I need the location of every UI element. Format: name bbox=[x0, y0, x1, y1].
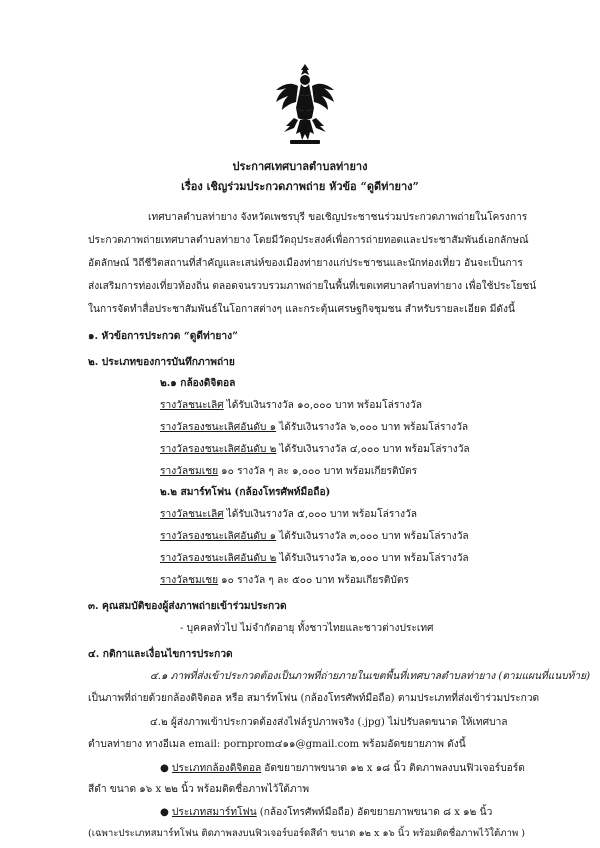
prize-detail: ได้รับเงินรางวัล ๖,๐๐๐ บาท พร้อมโล่รางวัล bbox=[279, 422, 469, 433]
rule-4-2-cont: ตำบลท่ายาง ทางอีเมล email: pornprom๔๑๑@gmail.com พร้อมอัดขยายภาพ ดังนี้ bbox=[88, 739, 466, 750]
prize-detail: ได้รับเงินรางวัล ๒,๐๐๐ บาท พร้อมโล่รางวัล bbox=[279, 553, 469, 564]
category-digital-title: ๒.๑ กล้องดิจิตอล bbox=[160, 377, 236, 389]
prize-label: รางวัลรองชนะเลิศอันดับ ๑ bbox=[160, 531, 277, 542]
prize-row bbox=[160, 465, 417, 478]
intro-line: เทศบาลตำบลท่ายาง จังหวัดเพชรบุรี ขอเชิญประชาชนร่วมประกวดภาพถ่ายในโครงการ bbox=[148, 212, 528, 223]
prize-label: รางวัลชนะเลิศ bbox=[160, 400, 224, 411]
intro-line: ประกวดภาพถ่ายเทศบาลตำบลท่ายาง โดยมีวัตถุประสงค์เพื่อการถ่ายทอดและประชาสัมพันธ์เอกลักษณ์ bbox=[88, 235, 529, 246]
bullet-digital-cont: สีดำ ขนาด ๑๖ x ๒๒ นิ้ว พร้อมติดชื่อภาพไว้ใต้ภาพ bbox=[88, 784, 310, 795]
prize-label: รางวัลชมเชย bbox=[160, 575, 219, 586]
announcement-org: ประกาศเทศบาลตำบลท่ายาง bbox=[232, 160, 368, 173]
prize-detail: ได้รับเงินรางวัล ๑๐,๐๐๐ บาท พร้อมโล่รางวัล bbox=[226, 400, 422, 411]
prize-row bbox=[160, 508, 417, 521]
bullet-label: ประเภทกล้องดิจิตอล bbox=[171, 763, 262, 774]
bullet-digital bbox=[160, 762, 525, 775]
prize-detail: ได้รับเงินรางวัล ๕,๐๐๐ บาท พร้อมโล่รางวัล bbox=[226, 509, 417, 520]
prize-detail: ๑๐ รางวัล ๆ ละ ๕๐๐ บาท พร้อมเกียรติบัตร bbox=[221, 575, 409, 586]
category-smartphone-title: ๒.๒ สมาร์ทโฟน (กล้องโทรศัพท์มือถือ) bbox=[160, 486, 331, 498]
intro-line: ในการจัดทำสื่อประชาสัมพันธ์ในโอกาสต่างๆ และกระตุ้นเศรษฐกิจชุมชน สำหรับรายละเอียด มีดังนี้ bbox=[88, 304, 515, 315]
prize-row bbox=[160, 443, 470, 456]
intro-line: ส่งเสริมการท่องเที่ยวท้องถิ่น ตลอดจนรวบรวมภาพถ่ายในพื้นที่เขตเทศบาลตำบลท่ายาง เพื่อใช้ประโยชน์ bbox=[88, 281, 537, 292]
section-2-heading: ๒. ประเภทของการบันทึกภาพถ่าย bbox=[88, 356, 235, 368]
bullet-detail: อัดขยายภาพขนาด ๑๒ x ๑๘ นิ้ว ติดภาพลงบนฟิวเจอร์บอร์ด bbox=[264, 763, 525, 774]
prize-detail: ได้รับเงินรางวัล ๓,๐๐๐ บาท พร้อมโล่รางวัล bbox=[279, 531, 469, 542]
prize-label: รางวัลรองชนะเลิศอันดับ ๑ bbox=[160, 422, 277, 433]
rule-4-2: ๔.๒ ผู้ส่งภาพเข้าประกวดต้องส่งไฟล์รูปภาพจริง (.jpg) ไม่ปรับลดขนาด ให้เทศบาล bbox=[150, 717, 508, 728]
section-1-heading: ๑. หัวข้อการประกวด “ดูดีท่ายาง” bbox=[88, 330, 238, 342]
bullet-detail: (กล้องโทรศัพท์มือถือ) อัดขยายภาพขนาด ๘ x ๑๒ นิ้ว bbox=[259, 807, 493, 818]
prize-row bbox=[160, 399, 422, 412]
prize-label: รางวัลรองชนะเลิศอันดับ ๒ bbox=[160, 444, 277, 455]
rule-4-1-cont: เป็นภาพที่ถ่ายด้วยกล้องดิจิตอล หรือ สมาร์ทโฟน (กล้องโทรศัพท์มือถือ) ตามประเภทที่ส่งเข้าร่วมประกวด bbox=[88, 693, 540, 704]
eligibility-item: - บุคคลทั่วไป ไม่จำกัดอายุ ทั้งชาวไทยและชาวต่างประเทศ bbox=[180, 623, 434, 634]
prize-row bbox=[160, 552, 469, 565]
intro-line: อัตลักษณ์ วิถีชีวิตสถานที่สำคัญและเสน่ห์ของเมืองท่ายางแก่ประชาชนและนักท่องเที่ยว อันจะเป็นการ bbox=[88, 258, 523, 269]
prize-label: รางวัลรองชนะเลิศอันดับ ๒ bbox=[160, 553, 277, 564]
prize-row bbox=[160, 574, 409, 587]
announcement-subject: เรื่อง เชิญร่วมประกวดภาพถ่าย หัวข้อ “ดูดีท่ายาง” bbox=[181, 180, 419, 193]
prize-label: รางวัลชมเชย bbox=[160, 466, 219, 477]
bullet-smartphone-cont: (เฉพาะประเภทสมาร์ทโฟน ติดภาพลงบนฟิวเจอร์บอร์ดสีดำ ขนาด ๑๒ x ๑๖ นิ้ว พร้อมติดชื่อภาพไว้ใต้ภาพ ) bbox=[88, 828, 526, 839]
prize-label: รางวัลชนะเลิศ bbox=[160, 509, 224, 520]
section-3-heading: ๓. คุณสมบัติของผู้ส่งภาพถ่ายเข้าร่วมประกวด bbox=[88, 600, 287, 612]
prize-detail: ๑๐ รางวัล ๆ ละ ๑,๐๐๐ บาท พร้อมเกียรติบัตร bbox=[221, 466, 418, 477]
bullet-icon: ● bbox=[160, 807, 169, 818]
prize-row bbox=[160, 530, 469, 543]
bullet-label: ประเภทสมาร์ทโฟน bbox=[171, 807, 257, 818]
bullet-icon: ● bbox=[160, 763, 169, 774]
section-4-heading: ๔. กติกาและเงื่อนไขการประกวด bbox=[88, 648, 233, 660]
garuda-emblem-icon bbox=[272, 62, 338, 148]
rule-4-1: ๔.๑ ภาพที่ส่งเข้าประกวดต้องเป็นภาพที่ถ่ายภายในเขตพื้นที่เทศบาลตำบลท่ายาง (ตามแผนที่แนบท้าย) bbox=[150, 671, 591, 682]
bullet-smartphone bbox=[160, 806, 492, 819]
prize-detail: ได้รับเงินรางวัล ๔,๐๐๐ บาท พร้อมโล่รางวัล bbox=[279, 444, 470, 455]
prize-row bbox=[160, 421, 468, 434]
